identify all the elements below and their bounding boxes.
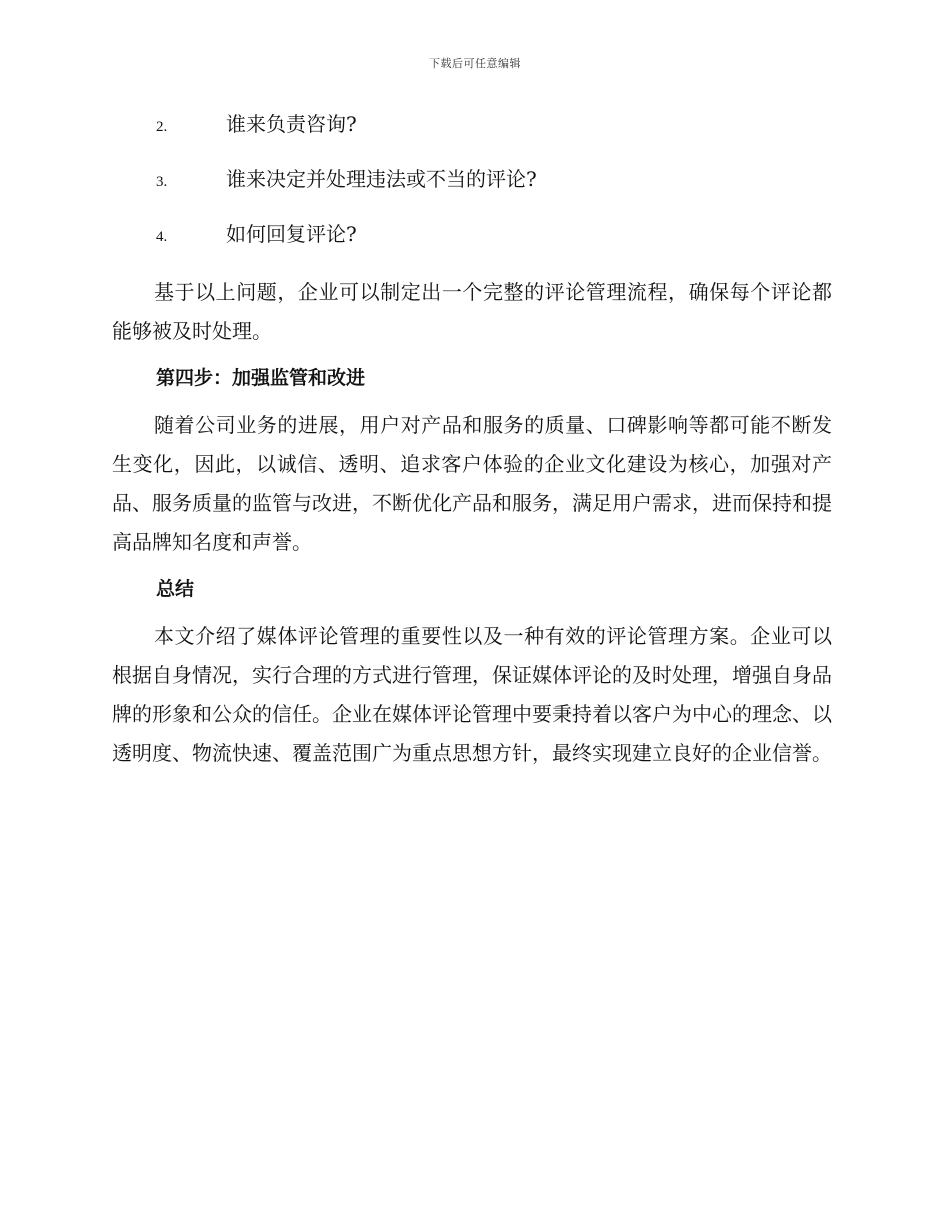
list-text: 谁来决定并处理违法或不当的评论?	[226, 167, 537, 191]
document-body	[112, 108, 832, 773]
list-number: 2.	[156, 119, 168, 135]
list-item	[112, 163, 832, 218]
paragraph-supervision: 随着公司业务的进展，用户对产品和服务的质量、口碑影响等都可能不断发生变化，因此，以诚信、透明、追求客户体验的企业文化建设为核心，加强对产品、服务质量的监管与改进，不断优化产品和服务，满足用户需求，进而保持和提高品牌知名度和声誉。	[112, 413, 832, 554]
list-text: 如何回复评论?	[226, 222, 357, 246]
list-number: 4.	[156, 229, 168, 245]
header-note: 下载后可任意编辑	[429, 57, 521, 70]
list-text: 谁来负责咨询?	[226, 112, 357, 136]
section-heading-summary: 总结	[156, 578, 195, 600]
list-item	[112, 218, 832, 273]
section-heading-step-four: 第四步：加强监管和改进	[156, 367, 366, 389]
list-item	[112, 108, 832, 163]
paragraph-conclusion: 本文介绍了媒体评论管理的重要性以及一种有效的评论管理方案。企业可以根据自身情况，实行合理的方式进行管理，保证媒体评论的及时处理，增强自身品牌的形象和公众的信任。企业在媒体评论管理中要秉持着以客户为中心的理念、以透明度、物流快速、覆盖范围广为重点思想方针，最终实现建立良好的企业信誉。	[112, 624, 832, 765]
list-number: 3.	[156, 174, 168, 190]
paragraph-process-summary: 基于以上问题，企业可以制定出一个完整的评论管理流程，确保每个评论都能够被及时处理。	[112, 280, 832, 343]
